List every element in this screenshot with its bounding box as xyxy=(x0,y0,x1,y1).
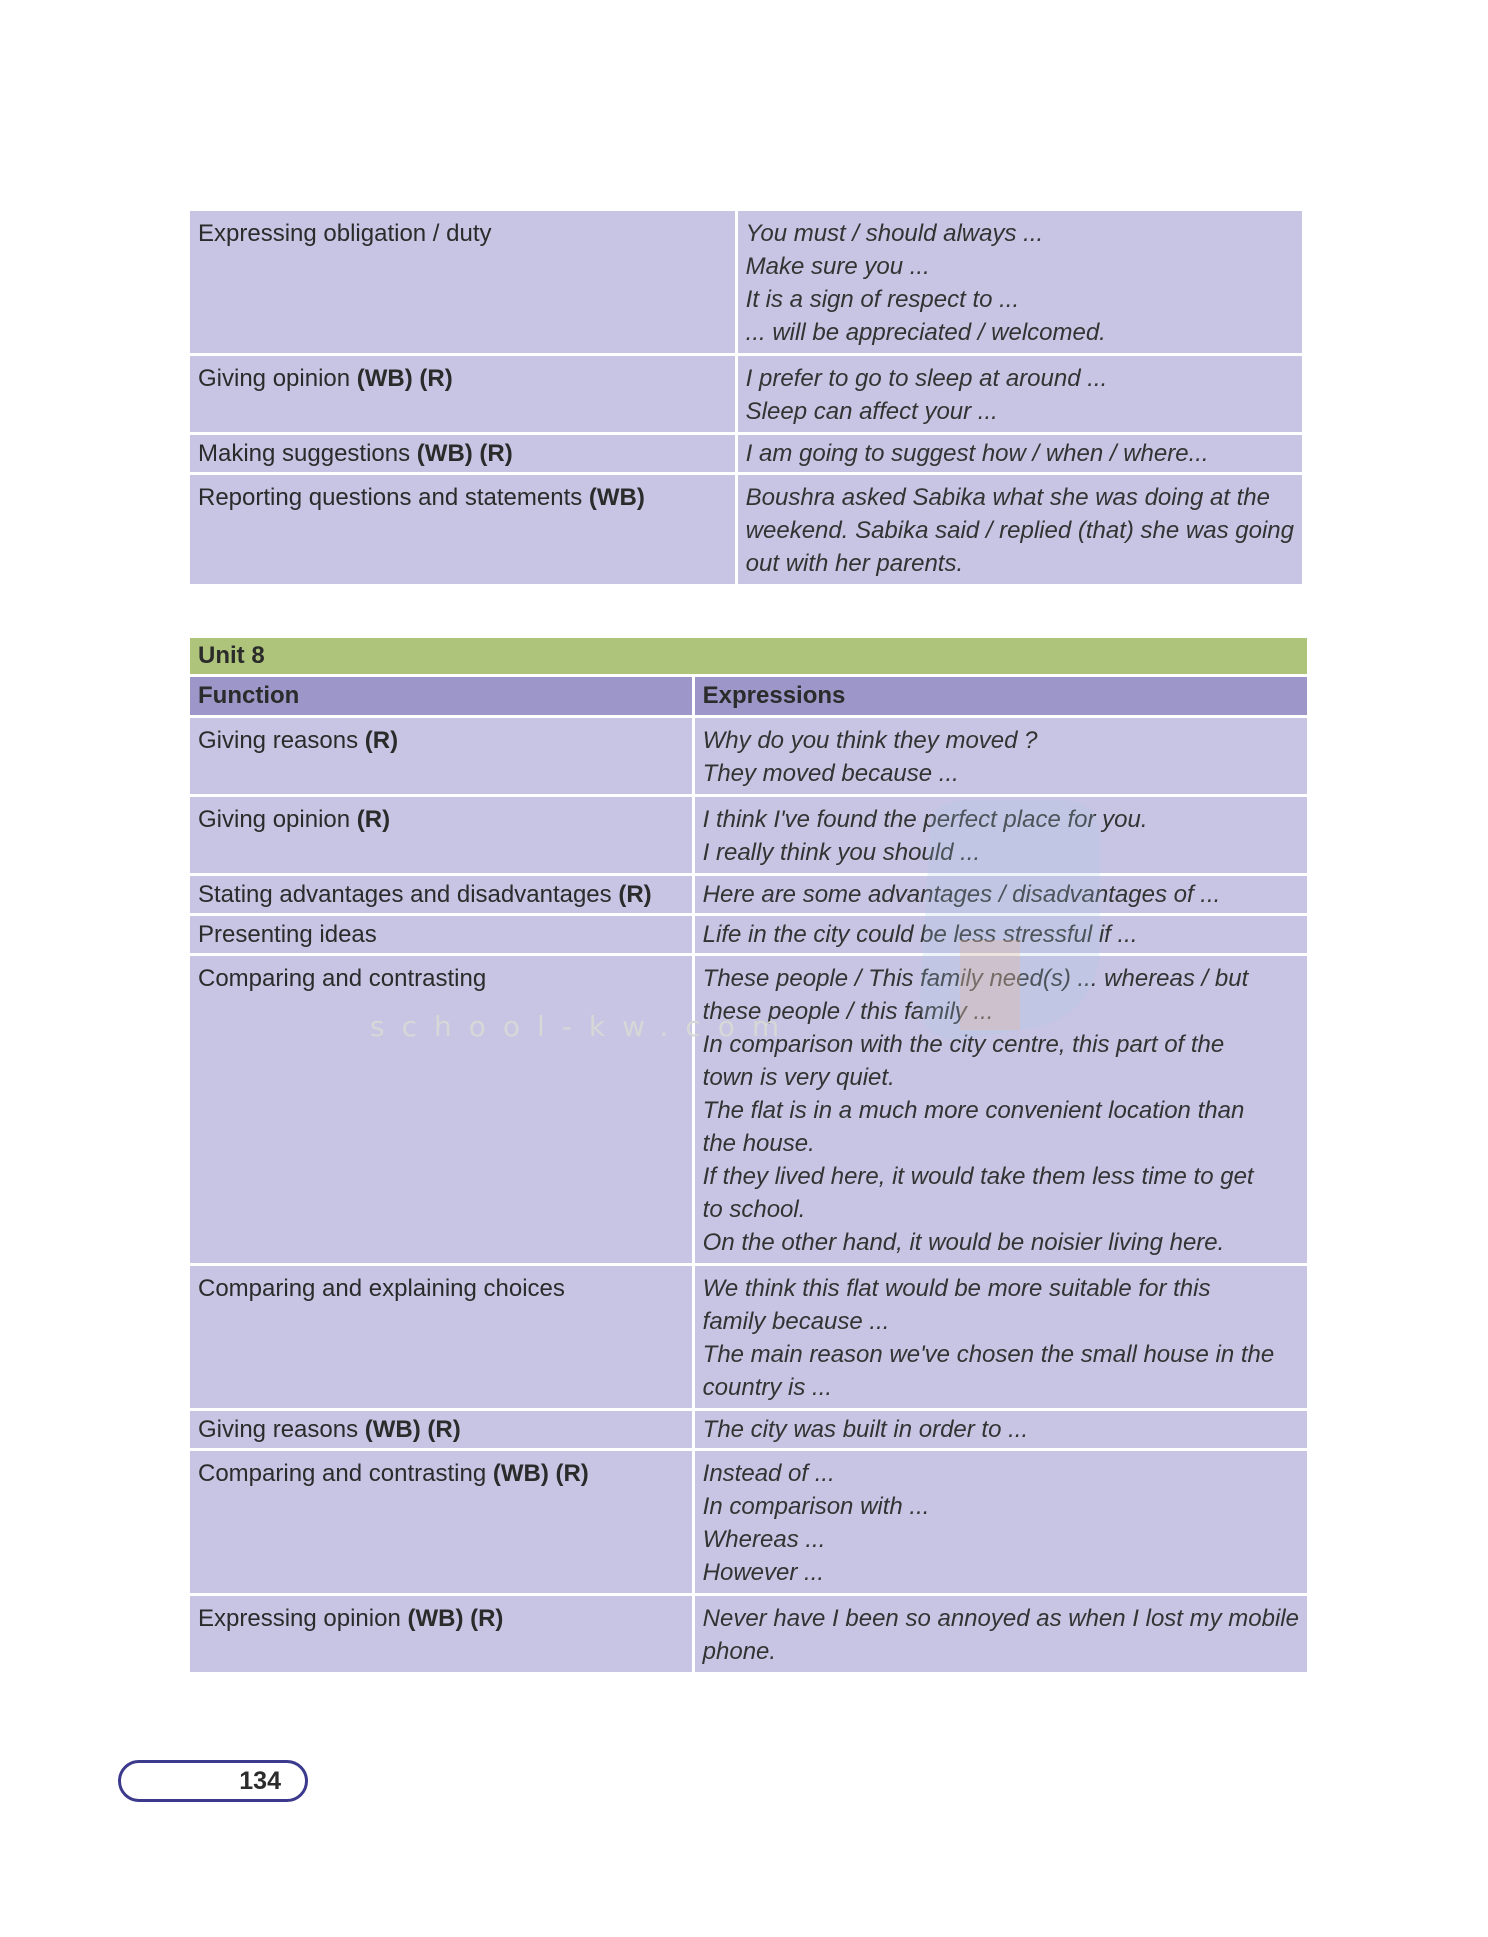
expression-line: I am going to suggest how / when / where... xyxy=(745,440,1209,467)
unit8-table xyxy=(187,635,1310,1675)
table-row xyxy=(190,1411,1307,1448)
function-cell xyxy=(190,435,735,472)
expressions-cell xyxy=(695,1596,1307,1672)
table-row xyxy=(190,876,1307,913)
source-tags: (R) xyxy=(356,806,391,833)
function-cell xyxy=(190,1411,692,1448)
function-cell xyxy=(190,211,735,353)
expressions-cell xyxy=(695,956,1307,1263)
expressions-cell xyxy=(695,718,1307,794)
table-row xyxy=(190,356,1302,432)
unit-title: Unit 8 xyxy=(190,638,1307,674)
function-label: Expressing opinion xyxy=(198,1605,401,1632)
expressions-table-top xyxy=(187,208,1305,587)
function-cell xyxy=(190,956,692,1263)
expression-line: You must / should always ... xyxy=(745,220,1044,247)
expressions-cell xyxy=(695,797,1307,873)
table-row xyxy=(190,956,1307,1263)
expression-line: Never have I been so annoyed as when I lost my mobile xyxy=(702,1605,1299,1632)
expressions-cell xyxy=(695,1266,1307,1408)
table-row xyxy=(190,718,1307,794)
function-label: Giving opinion xyxy=(198,365,351,392)
function-cell xyxy=(190,797,692,873)
source-tags: (WB) (R) xyxy=(364,1416,461,1443)
expression-line: These people / This family need(s) ... whereas / but xyxy=(702,965,1249,992)
expressions-cell xyxy=(695,916,1307,953)
function-label: Comparing and explaining choices xyxy=(198,1275,565,1302)
table-row xyxy=(190,1596,1307,1672)
unit-title-row xyxy=(190,638,1307,674)
expressions-cell xyxy=(695,1451,1307,1593)
expression-line: Make sure you ... xyxy=(745,253,930,280)
expression-line: It is a sign of respect to ... xyxy=(745,286,1020,313)
function-cell xyxy=(190,916,692,953)
table-row xyxy=(190,916,1307,953)
expression-line: Instead of ... xyxy=(702,1460,835,1487)
expression-line: ... will be appreciated / welcomed. xyxy=(745,319,1106,346)
expression-line: We think this flat would be more suitable for this xyxy=(702,1275,1211,1302)
expression-line: If they lived here, it would take them less time to get xyxy=(702,1163,1254,1190)
expression-line: I really think you should ... xyxy=(702,839,981,866)
header-function: Function xyxy=(190,677,692,715)
expression-line: phone. xyxy=(702,1638,777,1665)
expression-line: the house. xyxy=(702,1130,815,1157)
function-label: Comparing and contrasting xyxy=(198,1460,487,1487)
expression-line: The flat is in a much more convenient location than xyxy=(702,1097,1245,1124)
function-label: Reporting questions and statements xyxy=(198,484,583,511)
function-cell xyxy=(190,1451,692,1593)
watermark-url: school-kw.com xyxy=(370,1010,797,1043)
expression-line: family because ... xyxy=(702,1308,890,1335)
function-cell xyxy=(190,718,692,794)
source-tags: (WB) (R) xyxy=(407,1605,504,1632)
function-label: Giving opinion xyxy=(198,806,351,833)
function-cell xyxy=(190,1266,692,1408)
expression-line: In comparison with ... xyxy=(702,1493,930,1520)
expression-line: Sleep can affect your ... xyxy=(745,398,998,425)
function-cell xyxy=(190,475,735,584)
table-row xyxy=(190,435,1302,472)
expression-line: In comparison with the city centre, this part of the xyxy=(702,1031,1225,1058)
source-tags: (WB) (R) xyxy=(356,365,453,392)
expression-line: town is very quiet. xyxy=(702,1064,895,1091)
expressions-cell xyxy=(695,1411,1307,1448)
expressions-cell xyxy=(738,475,1302,584)
function-cell xyxy=(190,876,692,913)
function-label: Making suggestions xyxy=(198,440,411,467)
table-row xyxy=(190,211,1302,353)
expressions-cell xyxy=(738,356,1302,432)
expression-line: country is ... xyxy=(702,1374,833,1401)
expression-line: I prefer to go to sleep at around ... xyxy=(745,365,1108,392)
expression-line: weekend. Sabika said / replied (that) she was going xyxy=(745,517,1294,544)
expression-line: Why do you think they moved ? xyxy=(702,727,1038,754)
expression-line: Life in the city could be less stressful if ... xyxy=(702,921,1138,948)
source-tags: (R) xyxy=(364,727,399,754)
source-tags: (WB) (R) xyxy=(416,440,513,467)
source-tags: (WB) xyxy=(588,484,645,511)
expression-line: The main reason we've chosen the small house in the xyxy=(702,1341,1275,1368)
page-number: 134 xyxy=(118,1760,308,1802)
expression-line: On the other hand, it would be noisier living here. xyxy=(702,1229,1225,1256)
expression-line: out with her parents. xyxy=(745,550,964,577)
source-tags: (WB) (R) xyxy=(492,1460,589,1487)
function-cell xyxy=(190,356,735,432)
header-row xyxy=(190,677,1307,715)
function-label: Giving reasons xyxy=(198,1416,359,1443)
expression-line: these people / this family ... xyxy=(702,998,994,1025)
source-tags: (R) xyxy=(618,881,652,908)
function-label: Giving reasons xyxy=(198,727,359,754)
function-label: Expressing obligation / duty xyxy=(198,220,492,247)
expression-line: to school. xyxy=(702,1196,806,1223)
expressions-cell xyxy=(738,211,1302,353)
header-expressions: Expressions xyxy=(695,677,1307,715)
table-row xyxy=(190,475,1302,584)
table-row xyxy=(190,1451,1307,1593)
expression-line: The city was built in order to ... xyxy=(702,1416,1029,1443)
expression-line: They moved because ... xyxy=(702,760,959,787)
expression-line: Boushra asked Sabika what she was doing at the xyxy=(745,484,1271,511)
expressions-cell xyxy=(738,435,1302,472)
expression-line: Whereas ... xyxy=(702,1526,826,1553)
table-row xyxy=(190,797,1307,873)
function-label: Comparing and contrasting xyxy=(198,965,487,992)
expression-line: Here are some advantages / disadvantages of ... xyxy=(702,881,1221,908)
expressions-cell xyxy=(695,876,1307,913)
table-row xyxy=(190,1266,1307,1408)
expression-line: However ... xyxy=(702,1559,825,1586)
expression-line: I think I've found the perfect place for you. xyxy=(702,806,1148,833)
function-cell xyxy=(190,1596,692,1672)
function-label: Stating advantages and disadvantages xyxy=(198,881,612,908)
function-label: Presenting ideas xyxy=(198,921,377,948)
